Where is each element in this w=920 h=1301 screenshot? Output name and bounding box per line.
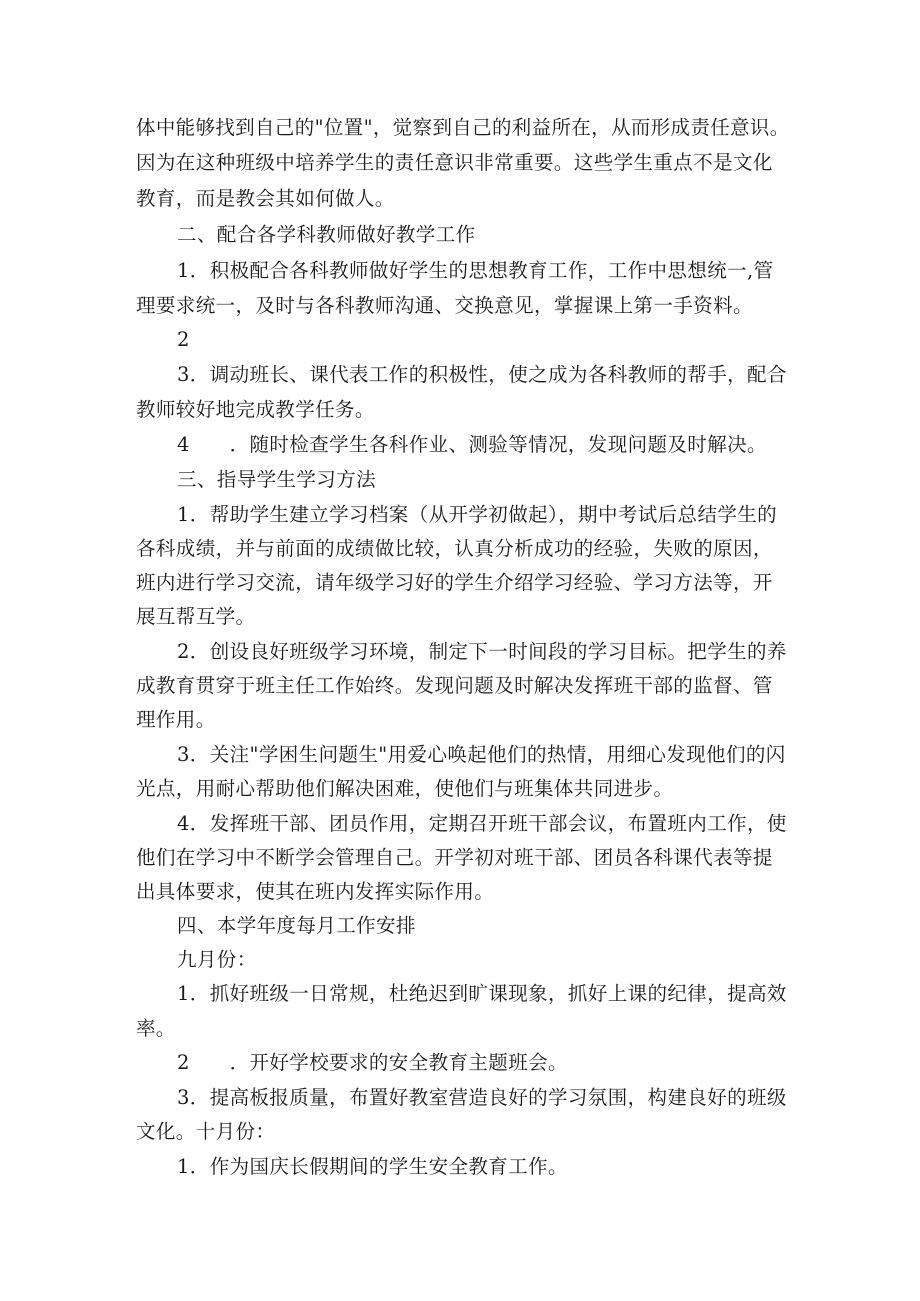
text-line: 3．关注"学困生问题生"用爱心唤起他们的热情，用细心发现他们的闪 [177,743,786,766]
text-line: 率。 [136,1017,176,1040]
text-line: 因为在这种班级中培养学生的责任意识非常重要。这些学生重点不是文化 [136,151,773,174]
text-line: 1．抓好班级一日常规，杜绝迟到旷课现象，抓好上课的纪律，提高效 [177,982,787,1005]
text-line: 3．调动班长、课代表工作的积极性，使之成为各科教师的帮手，配合 [177,363,787,386]
text-line: 教育，而是教会其如何做人。 [136,187,395,210]
text-line: 理要求统一，及时与各科教师沟通、交换意见，掌握课上第一手资料。 [136,294,753,317]
text-line: 他们在学习中不断学会管理自己。开学初对班干部、团员各科课代表等提 [136,846,773,869]
text-line: 3．提高板报质量，布置好教室营造良好的学习氛围，构建良好的班级 [177,1086,787,1109]
text-line: 各科成绩，并与前面的成绩做比较，认真分析成功的经验，失败的原因， [136,537,773,560]
text-line: 4．发挥班干部、团员作用，定期召开班干部会议，布置班内工作，使 [177,812,787,835]
text-line: 光点，用耐心帮助他们解决困难，使他们与班集体共同进步。 [136,777,674,800]
month-heading: 九月份： [177,948,257,971]
text-line: 体中能够找到自己的"位置"，觉察到自己的利益所在，从而形成责任意识。 [136,116,790,139]
text-line: 教师较好地完成教学任务。 [136,398,375,421]
text-line: 1．作为国庆长假期间的学生安全教育工作。 [177,1155,568,1178]
text-line: 2．创设良好班级学习环境，制定下一时间段的学习目标。把学生的养 [177,640,787,663]
text-line: 1．积极配合各科教师做好学生的思想教育工作，工作中思想统一,管 [177,259,774,282]
text-line: 2 ．开好学校要求的安全教育主题班会。 [177,1051,568,1074]
text-line: 展互帮互学。 [136,605,256,628]
text-line: 4 ．随时检查学生各科作业、测验等情况，发现问题及时解决。 [177,433,767,456]
text-line: 1．帮助学生建立学习档案（从开学初做起），期中考试后总结学生的 [177,503,778,526]
section-heading: 四、本学年度每月工作安排 [177,914,416,937]
section-heading: 二、配合各学科教师做好教学工作 [177,223,476,246]
text-line: 2 [177,328,190,351]
text-line: 出具体要求，使其在班内发挥实际作用。 [136,880,495,903]
text-line: 成教育贯穿于班主任工作始终。发现问题及时解决发挥班干部的监督、管 [136,674,773,697]
text-line: 文化。十月份： [136,1120,276,1143]
text-line: 理作用。 [136,708,216,731]
text-line: 班内进行学习交流，请年级学习好的学生介绍学习经验、学习方法等，开 [136,571,773,594]
section-heading: 三、指导学生学习方法 [177,468,377,491]
